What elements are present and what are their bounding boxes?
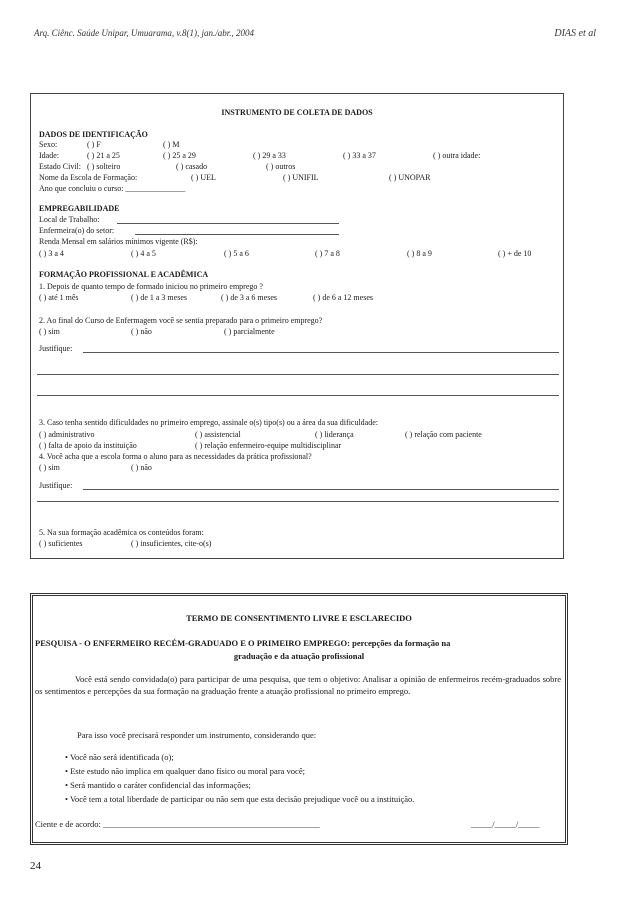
- question-3: 3. Caso tenha sentido dificuldades no primeiro emprego, assinale o(s) tipo(s) ou a área da sua dificuldade:: [39, 418, 379, 427]
- date-field[interactable]: _____/_____/_____: [471, 819, 540, 829]
- graduation-year-field[interactable]: Ano que concluiu o curso: _______________: [39, 184, 186, 193]
- section-training-title: FORMAÇÃO PROFISSIONAL E ACADÊMICA: [39, 270, 209, 279]
- justify-label: Justifique:: [39, 481, 73, 490]
- q3-option[interactable]: ( ) administrativo: [39, 430, 95, 439]
- journal-citation: Arq. Ciênc. Saúde Unipar, Umuarama, v.8(1), jan./abr., 2004: [34, 28, 254, 38]
- research-title-cont: graduação e da atuação profissional: [233, 651, 365, 661]
- consent-title: TERMO DE CONSENTIMENTO LIVRE E ESCLARECIDO: [186, 613, 412, 623]
- justify-line[interactable]: [83, 489, 559, 490]
- section-employability-title: EMPREGABILIDADE: [39, 204, 120, 213]
- form-title: INSTRUMENTO DE COLETA DE DADOS: [221, 108, 373, 117]
- income-option[interactable]: ( ) 3 a 4: [39, 249, 64, 258]
- income-option[interactable]: ( ) 8 a 9: [407, 249, 432, 258]
- question-2: 2. Ao final do Curso de Enfermagem você se sentia preparado para o primeiro emprego?: [39, 316, 323, 325]
- q5-option[interactable]: ( ) suficientes: [39, 539, 83, 548]
- income-option[interactable]: ( ) 7 a 8: [315, 249, 340, 258]
- age-option[interactable]: ( ) 33 a 37: [343, 151, 376, 160]
- q2-option[interactable]: ( ) parcialmente: [224, 327, 275, 336]
- consent-instructions: Para isso você precisará responder um instrumento, considerando que:: [77, 730, 317, 740]
- q3-option[interactable]: ( ) liderança: [315, 430, 354, 439]
- q5-option[interactable]: ( ) insuficientes, cite-o(s): [131, 539, 212, 548]
- q3-option[interactable]: ( ) relação enfermeiro-equipe multidisciplinar: [195, 441, 342, 450]
- consent-paragraph: Você está sendo convidada(o) para participar de uma pesquisa, que tem o objetivo: Analisar a opinião de enfermeiros recém-graduados sobre os sentimentos e percepções da sua formação na graduação frente a atuação profissional no primeiro emprego.: [35, 674, 561, 696]
- marital-option[interactable]: ( ) casado: [176, 162, 208, 171]
- workplace-input[interactable]: [117, 223, 339, 224]
- signature-field[interactable]: Ciente e de acordo: ___________________________________________________: [35, 819, 320, 829]
- q2-option[interactable]: ( ) não: [131, 327, 152, 336]
- q3-option[interactable]: ( ) assistencial: [195, 430, 241, 439]
- income-option[interactable]: ( ) + de 10: [498, 249, 532, 258]
- question-1: 1. Depois de quanto tempo de formado iniciou no primeiro emprego ?: [39, 282, 263, 291]
- justify-line[interactable]: [37, 395, 559, 396]
- consent-bullet: • Este estudo não implica em qualquer dano físico ou moral para você;: [65, 766, 305, 776]
- income-option[interactable]: ( ) 4 a 5: [131, 249, 156, 258]
- age-label: Idade:: [39, 151, 59, 160]
- school-option[interactable]: ( ) UNOPAR: [389, 173, 431, 182]
- q1-option[interactable]: ( ) de 3 a 6 meses: [221, 293, 277, 302]
- workplace-label: Local de Trabalho:: [39, 215, 100, 224]
- justify-line[interactable]: [37, 501, 559, 502]
- question-5: 5. Na sua formação acadêmica os conteúdos foram:: [39, 528, 204, 537]
- question-4: 4. Você acha que a escola forma o aluno para as necessidades da prática profissional?: [39, 452, 312, 461]
- marital-option[interactable]: ( ) outros: [266, 162, 296, 171]
- data-collection-form: [30, 93, 564, 559]
- sex-option-m[interactable]: ( ) M: [163, 140, 180, 149]
- page-number: 24: [30, 860, 41, 872]
- justify-line[interactable]: [83, 352, 559, 353]
- q3-option[interactable]: ( ) falta de apoio da instituição: [39, 441, 137, 450]
- q1-option[interactable]: ( ) até 1 mês: [39, 293, 79, 302]
- age-option[interactable]: ( ) outra idade:: [433, 151, 481, 160]
- q4-option[interactable]: ( ) não: [131, 463, 152, 472]
- justify-label: Justifique:: [39, 344, 73, 353]
- q2-option[interactable]: ( ) sim: [39, 327, 60, 336]
- marital-option[interactable]: ( ) solteiro: [87, 162, 121, 171]
- justify-line[interactable]: [37, 374, 559, 375]
- consent-bullet: • Você tem a total liberdade de participar ou não sem que esta decisão prejudique você ou a instituição.: [65, 794, 415, 804]
- sex-option-f[interactable]: ( ) F: [87, 140, 101, 149]
- school-option[interactable]: ( ) UNIFIL: [283, 173, 319, 182]
- consent-bullet: • Será mantido o caráter confidencial das informações;: [65, 780, 251, 790]
- sex-label: Sexo:: [39, 140, 58, 149]
- consent-bullet: • Você não será identificada (o);: [65, 752, 174, 762]
- sector-label: Enfermeira(o) do setor:: [39, 226, 115, 235]
- age-option[interactable]: ( ) 21 a 25: [87, 151, 120, 160]
- marital-status-label: Estado Civil:: [39, 162, 81, 171]
- authors-header: DIAS et al: [554, 28, 596, 39]
- age-option[interactable]: ( ) 25 a 29: [163, 151, 196, 160]
- income-label: Renda Mensal em salários mínimos vigente (R$):: [39, 237, 198, 246]
- q1-option[interactable]: ( ) de 6 a 12 meses: [313, 293, 373, 302]
- sector-input[interactable]: [135, 234, 339, 235]
- q3-option[interactable]: ( ) relação com paciente: [405, 430, 482, 439]
- age-option[interactable]: ( ) 29 a 33: [253, 151, 286, 160]
- consent-form: [30, 593, 568, 845]
- school-option[interactable]: ( ) UEL: [191, 173, 216, 182]
- section-identification-title: DADOS DE IDENTIFICAÇÃO: [39, 130, 148, 139]
- q1-option[interactable]: ( ) de 1 a 3 meses: [131, 293, 187, 302]
- school-label: Nome da Escola de Formação:: [39, 173, 138, 182]
- q4-option[interactable]: ( ) sim: [39, 463, 60, 472]
- income-option[interactable]: ( ) 5 a 6: [224, 249, 249, 258]
- research-title: PESQUISA - O ENFERMEIRO RECÉM-GRADUADO E O PRIMEIRO EMPREGO: percepções da formação na: [35, 638, 451, 648]
